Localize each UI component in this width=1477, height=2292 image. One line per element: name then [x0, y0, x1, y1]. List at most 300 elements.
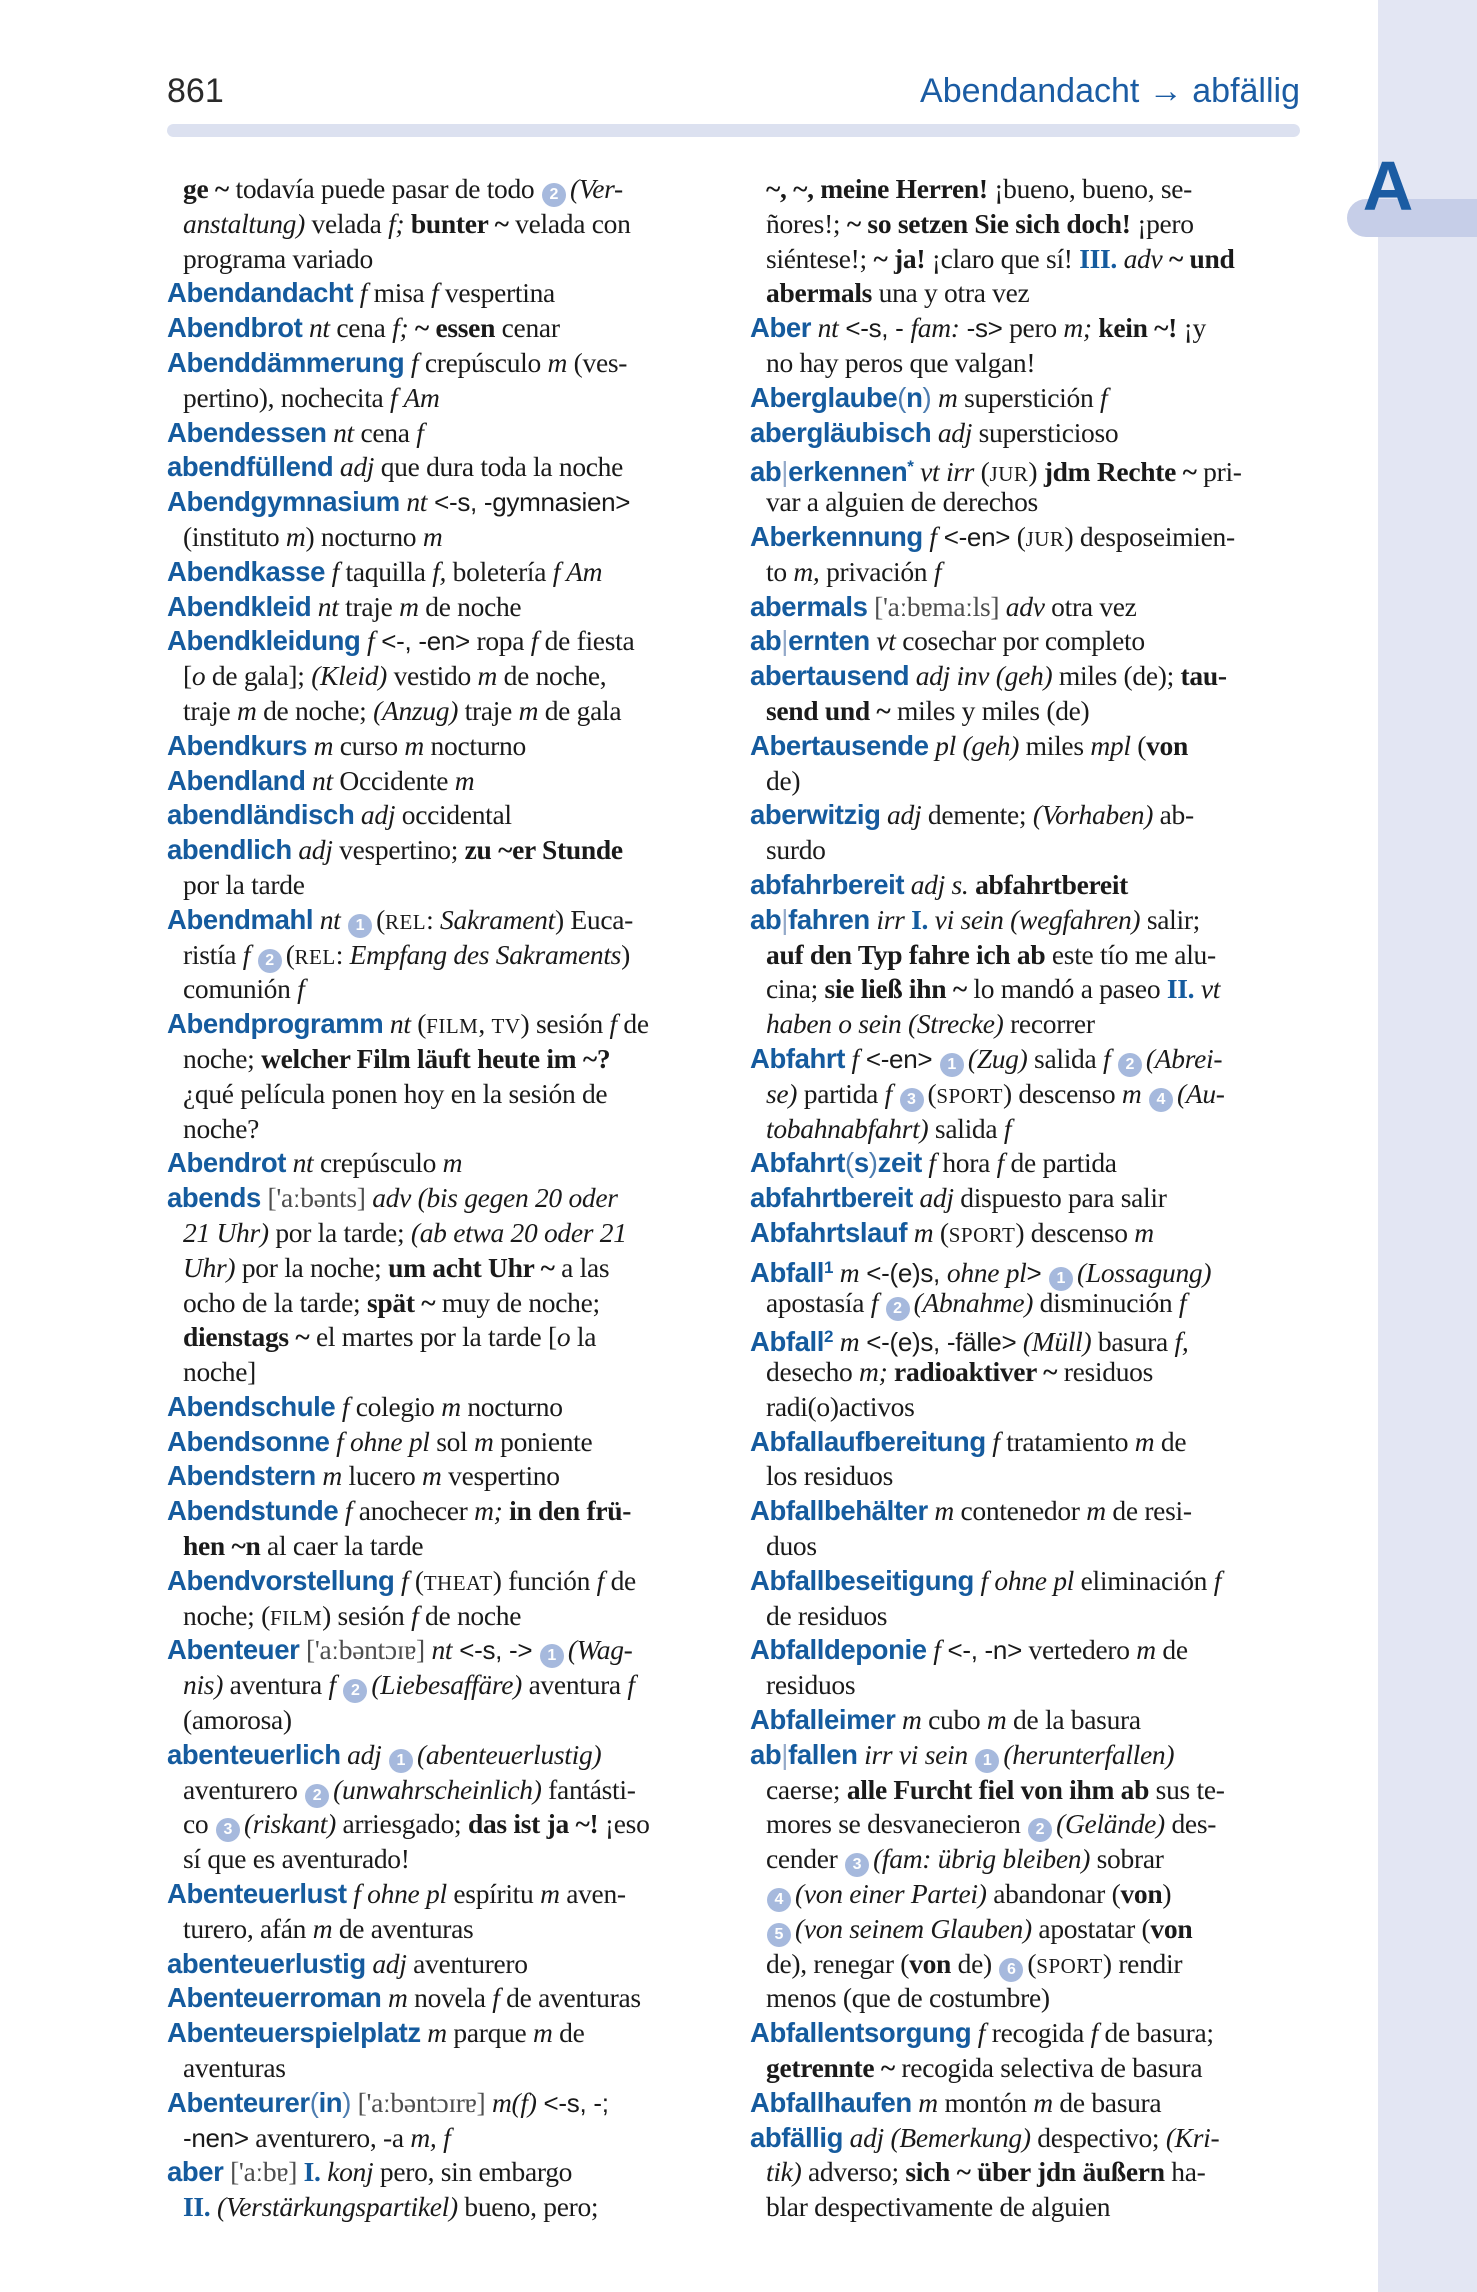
entry-line: [167, 2190, 712, 2225]
translation-text: aventurero: [406, 1947, 528, 1979]
entry-line: [167, 1877, 712, 1912]
translation-text: miles y miles (de): [890, 694, 1090, 726]
headword: Abfahrt: [750, 1147, 845, 1179]
example-phrase: welcher Film läuft heute im ~?: [261, 1042, 611, 1074]
entry-line: [750, 2121, 1302, 2156]
example-phrase: von: [1146, 729, 1189, 761]
translation-text: (: [927, 1077, 937, 1109]
translation-text: (: [1027, 1947, 1037, 1979]
translation-text: vestido: [387, 660, 478, 692]
translation-text: ): [1028, 456, 1044, 488]
inflection-info: <-(e)s, -fälle>: [859, 1327, 1017, 1358]
domain-label: REL: [384, 909, 427, 934]
example-phrase: jdm Rechte ~: [1043, 456, 1197, 488]
headword: Abfallbehälter: [750, 1495, 928, 1527]
entry-line: [167, 1390, 712, 1425]
entry-line: [750, 1251, 1302, 1286]
headword-range: Abendandacht → abfällig: [920, 72, 1300, 110]
grammar-label: nt: [313, 903, 348, 935]
translation-text: Occidente: [332, 764, 455, 796]
translation-text: (: [376, 903, 385, 935]
translation-text: (ves-: [567, 346, 628, 378]
headword: abfahrtbereit: [750, 1182, 913, 1214]
entry-line: [750, 1077, 1302, 1112]
entry-line: [167, 2051, 712, 2086]
translation-text: ) desposeimien-: [1064, 520, 1235, 552]
entry-line: [750, 1007, 1302, 1042]
translation-text: [932, 1043, 939, 1074]
domain-label: FILM: [269, 1605, 323, 1630]
headword: abergläubisch: [750, 416, 932, 448]
headword: Abendprogramm: [167, 1008, 384, 1040]
grammar-label: pl: [928, 729, 963, 761]
headword: aberwitzig: [750, 799, 881, 831]
sense-number: 1: [1049, 1267, 1073, 1291]
headword: Aberkennung: [750, 520, 923, 552]
sense-number: 2: [343, 1679, 367, 1703]
grammar-label: m: [404, 729, 424, 761]
inflection-info: <-en>: [936, 521, 1011, 552]
headword: Abendstunde: [167, 1495, 339, 1527]
translation-text: [532, 1634, 539, 1665]
entry-line: [167, 624, 712, 659]
separable-prefix-divider: |: [781, 456, 789, 488]
translation-text: comunión: [183, 973, 298, 1005]
translation-text: sobrar: [1090, 1843, 1164, 1875]
translation-text: ¿qué película ponen hoy en la sesión de: [183, 1077, 608, 1109]
grammar-label: vt: [869, 625, 896, 657]
entry-line: [167, 485, 712, 520]
entry-line: [750, 2086, 1302, 2121]
translation-text: anochecer: [352, 1495, 475, 1527]
headword: Abenteuerspielplatz: [167, 2017, 421, 2049]
sense-number: 6: [999, 1958, 1023, 1982]
entry-line: [167, 1633, 712, 1668]
translation-text: que dura toda la noche: [374, 451, 624, 483]
sense-gloss: nis): [183, 1669, 224, 1701]
headword: Aberglaube: [750, 381, 898, 413]
grammar-label: m: [442, 1147, 463, 1179]
translation-text: to: [766, 555, 794, 587]
entry-line: [167, 2016, 712, 2051]
headword: Abendstern: [167, 1460, 316, 1492]
translation-text: ¡y: [1177, 312, 1206, 344]
headword: ab: [750, 1738, 782, 1770]
translation-text: recogida: [985, 2017, 1091, 2049]
entry-line: [750, 555, 1302, 590]
translation-text: menos (que de costumbre): [766, 1982, 1050, 2014]
grammar-label: m(f): [485, 2086, 537, 2118]
translation-text: ¡bueno, bueno, se-: [987, 173, 1193, 204]
entry-line: [750, 381, 1302, 416]
grammar-label: f: [870, 1286, 885, 1318]
headword: Abfalldeponie: [750, 1634, 927, 1666]
entry-line: [750, 520, 1302, 555]
entry-line: [167, 1912, 712, 1947]
sense-gloss: Uhr): [183, 1251, 236, 1283]
inflection-info: <-(e)s,: [859, 1257, 947, 1288]
dictionary-column-right: [750, 172, 1302, 2225]
entry-line: [167, 764, 712, 799]
translation-text: pero: [1002, 312, 1064, 344]
headword: Abfalleimer: [750, 1704, 896, 1736]
grammar-label: adj inv: [909, 660, 996, 692]
translation-text: arriesgado;: [335, 1808, 468, 1840]
headword-paren: ): [342, 2086, 352, 2118]
translation-text: de: [1155, 1634, 1188, 1666]
grammar-label: m: [312, 1912, 333, 1944]
grammar-label: nt: [311, 590, 339, 622]
translation-text: ): [1162, 1878, 1172, 1910]
entry-line: [167, 2121, 712, 2156]
entry-line: [750, 764, 1302, 799]
entry-line: [167, 1216, 712, 1251]
grammar-label: f: [416, 416, 424, 448]
sense-gloss: tik): [766, 2156, 802, 2188]
translation-text: aven-: [559, 1878, 626, 1910]
translation-text: lucero: [341, 1460, 422, 1492]
translation-text: traje: [183, 694, 237, 726]
headword: Abendland: [167, 764, 306, 796]
sense-gloss: (ab etwa 20 oder 21: [410, 1216, 627, 1248]
grammar-label: f: [431, 277, 439, 309]
translation-text: blar despectivamente de alguien: [766, 2191, 1111, 2223]
entry-line: [167, 1146, 712, 1181]
grammar-label: adj: [912, 1182, 954, 1214]
headword: abermals: [750, 590, 868, 622]
translation-text: aventurero, -a: [248, 2121, 411, 2153]
grammar-label: f: [1003, 1112, 1012, 1144]
translation-text: una y otra vez: [872, 277, 1030, 309]
translation-text: co: [183, 1808, 215, 1840]
translation-text: cena: [329, 312, 393, 344]
grammar-label: f: [933, 555, 942, 587]
headword: s: [853, 1147, 869, 1179]
headword: Abenteuerroman: [167, 1982, 382, 2014]
grammar-label: m: [381, 1982, 408, 2014]
roman-numeral: III.: [1079, 242, 1117, 274]
headword: abendlich: [167, 834, 292, 866]
grammar-label: adj: [880, 799, 922, 831]
separable-prefix-divider: |: [781, 625, 789, 657]
sense-gloss: (unwahrscheinlich): [333, 1773, 542, 1805]
grammar-label: adv: [365, 1182, 418, 1214]
translation-text: de noche,: [497, 660, 607, 692]
translation-text: de): [766, 764, 801, 796]
translation-text: de residuos: [766, 1599, 888, 1631]
example-phrase: ge ~: [183, 173, 229, 204]
sense-gloss: Sakrament: [440, 903, 555, 935]
grammar-label: adj: [291, 834, 333, 866]
translation-text: cenar: [495, 312, 560, 344]
headword: Abenteuerlust: [167, 1878, 347, 1910]
entry-line: [750, 2051, 1302, 2086]
grammar-label: irr vi sein: [857, 1738, 975, 1770]
translation-text: ab-: [1153, 799, 1194, 831]
domain-label: THEAT: [423, 1570, 493, 1595]
entry-line: [750, 1425, 1302, 1460]
inflection-info: -s>: [959, 313, 1003, 344]
translation-text: noche?: [183, 1112, 260, 1144]
entry-line: [167, 938, 712, 973]
entry-line: [750, 1112, 1302, 1147]
translation-text: de partida: [1003, 1147, 1117, 1179]
entry-line: [750, 1807, 1302, 1842]
headword: Abfahrt: [750, 1042, 845, 1074]
translation-text: de fiesta: [538, 625, 635, 657]
grammar-label: m: [540, 1878, 560, 1910]
translation-text: salir;: [1140, 903, 1201, 935]
entry-line: [167, 207, 712, 242]
entry-line: [750, 2155, 1302, 2190]
grammar-label: nt: [424, 1634, 453, 1666]
entry-line: [750, 1773, 1302, 1808]
separable-prefix-divider: |: [781, 1738, 789, 1770]
grammar-label: f: [1100, 381, 1108, 413]
translation-text: de noche;: [256, 694, 374, 726]
sense-gloss: (riskant): [243, 1808, 336, 1840]
roman-numeral: I.: [297, 2156, 321, 2188]
translation-text: cina;: [766, 973, 825, 1005]
headword: Abendsonne: [167, 1425, 330, 1457]
entry-line: [750, 2016, 1302, 2051]
sense-number: 2: [886, 1297, 910, 1321]
translation-text: disminución: [1033, 1286, 1179, 1318]
entry-line: [167, 555, 712, 590]
grammar-label: f: [360, 625, 375, 657]
entry-line: [167, 1355, 712, 1390]
headword: Abfallaufbereitung: [750, 1425, 986, 1457]
translation-text: mores se desvanecieron: [766, 1808, 1028, 1840]
sense-gloss: (Ver-: [569, 173, 623, 204]
grammar-label: m;: [1063, 312, 1092, 344]
translation-text: salida: [928, 1112, 1004, 1144]
sense-gloss: (herunterfallen): [1003, 1738, 1175, 1770]
translation-text: de aventuras: [332, 1912, 474, 1944]
headword: ernten: [788, 625, 870, 657]
translation-text: aventuras: [183, 2052, 286, 2084]
entry-line: [167, 1703, 712, 1738]
translation-text: nocturno: [460, 1390, 563, 1422]
translation-text: occidental: [395, 799, 512, 831]
translation-text: ropa: [469, 625, 531, 657]
entry-line: [750, 590, 1302, 625]
headword-paren: ): [922, 381, 932, 413]
translation-text: ristía: [183, 938, 243, 970]
sense-number: 3: [845, 1853, 869, 1877]
inflection-info: <-, -n>: [940, 1635, 1022, 1666]
entry-line: [167, 1494, 712, 1529]
translation-text: de basura;: [1097, 2017, 1214, 2049]
grammar-label: f: [325, 555, 339, 587]
entry-line: [167, 1599, 712, 1634]
example-phrase: sich ~ über jdn äußern: [905, 2156, 1165, 2188]
entry-line: [750, 1947, 1302, 1982]
grammar-label: f: [926, 1634, 941, 1666]
translation-text: de), renegar (: [766, 1947, 910, 1979]
sense-number: 2: [258, 949, 282, 973]
sense-gloss: (Abnahme): [913, 1286, 1034, 1318]
translation-text: hora: [935, 1147, 997, 1179]
headword: Aber: [750, 312, 812, 344]
grammar-label: f Am: [552, 555, 603, 587]
translation-text: la: [570, 1321, 597, 1353]
translation-text: por la noche;: [235, 1251, 389, 1283]
inflection-info: <-s, -;: [536, 2087, 609, 2118]
headword: zeit: [877, 1147, 922, 1179]
translation-text: surdo: [766, 834, 826, 866]
entry-line: [750, 1703, 1302, 1738]
grammar-label: m: [518, 694, 539, 726]
inflection-info: <-, -en>: [374, 626, 470, 657]
sense-gloss: (bis gegen 20 oder: [417, 1182, 618, 1214]
sense-number: 2: [1118, 1053, 1142, 1077]
headword: fallen: [788, 1738, 858, 1770]
letter-tab-label: A: [1362, 147, 1414, 225]
example-phrase: dienstags ~: [183, 1321, 310, 1353]
sense-gloss: (Verstärkungspartikel): [210, 2191, 458, 2223]
entry-line: [750, 1355, 1302, 1390]
grammar-label: f: [492, 1982, 500, 2014]
separable-prefix-divider: |: [781, 903, 789, 935]
example-phrase: von: [1150, 1912, 1193, 1944]
sense-gloss: (Müll): [1016, 1326, 1092, 1358]
grammar-label: konj: [320, 2156, 374, 2188]
headword: Abendvorstellung: [167, 1564, 395, 1596]
sense-gloss: (Liebesaffäre): [371, 1669, 522, 1701]
inflection-info: <-s, -: [838, 313, 911, 344]
sense-number: 2: [305, 1784, 329, 1808]
example-phrase: in den frü-: [502, 1495, 632, 1527]
sense-number: 5: [767, 1923, 791, 1947]
grammar-label: adj: [333, 451, 375, 483]
grammar-label: f: [844, 1042, 859, 1074]
translation-text: de: [616, 1008, 649, 1040]
translation-text: [892, 1078, 899, 1109]
headword: Abendgymnasium: [167, 486, 400, 518]
example-phrase: auf den Typ fahre ich ab: [766, 938, 1046, 970]
example-phrase: ~, ~, meine Herren!: [766, 173, 988, 204]
entry-line: [167, 172, 712, 207]
entry-line: [750, 346, 1302, 381]
headword: Abendessen: [167, 416, 327, 448]
headword: Abendmahl: [167, 903, 314, 935]
entry-line: [167, 729, 712, 764]
grammar-label: f: [338, 1495, 353, 1527]
grammar-label: f,: [1174, 1326, 1189, 1358]
headword: erkennen: [788, 456, 908, 488]
translation-text: (: [410, 1008, 427, 1040]
domain-label: SPORT: [1036, 1953, 1103, 1978]
example-phrase: ~ ja!: [873, 242, 926, 274]
translation-text: de: [552, 2017, 585, 2049]
translation-text: ocho de la tarde;: [183, 1286, 367, 1318]
sense-gloss: 21 Uhr): [183, 1216, 269, 1248]
translation-text: recorrer: [1003, 1008, 1095, 1040]
entry-line: [750, 1564, 1302, 1599]
translation-text: basura: [1091, 1326, 1175, 1358]
entry-line: [750, 1390, 1302, 1425]
grammar-label: f: [609, 1008, 617, 1040]
translation-text: otra vez: [1044, 590, 1137, 622]
grammar-label: m: [986, 1704, 1007, 1736]
entry-line: [167, 1251, 712, 1286]
headword: Abendkasse: [167, 555, 326, 587]
grammar-label: f: [242, 938, 257, 970]
headword: Abendkurs: [167, 729, 308, 761]
headword: Abenteurer: [167, 2086, 310, 2118]
grammar-label: irr: [869, 903, 905, 935]
entry-line: [167, 1459, 712, 1494]
translation-text: aventura: [522, 1669, 628, 1701]
sense-number: 3: [900, 1088, 924, 1112]
grammar-label: m: [307, 729, 334, 761]
example-phrase: um acht Uhr ~: [388, 1251, 555, 1283]
translation-text: adverso;: [801, 2156, 906, 2188]
translation-text: residuos: [1057, 1356, 1154, 1388]
grammar-label: f: [404, 346, 419, 378]
entry-line: [750, 207, 1302, 242]
translation-text: programa variado: [183, 242, 373, 274]
grammar-label: m: [907, 1216, 934, 1248]
grammar-label: f Am: [390, 381, 440, 413]
translation-text: de: [1154, 1425, 1187, 1457]
grammar-label: m: [474, 1425, 494, 1457]
translation-text: [1141, 1078, 1148, 1109]
entry-line: [167, 868, 712, 903]
translation-text: ñores!;: [766, 207, 847, 239]
grammar-label: m: [477, 660, 498, 692]
sense-number: 3: [216, 1818, 240, 1842]
grammar-label: nt: [811, 312, 839, 344]
translation-text: colegio: [349, 1390, 442, 1422]
translation-text: ): [621, 938, 630, 970]
translation-text: de): [951, 1947, 999, 1979]
entry-line: [167, 1425, 712, 1460]
grammar-label: f ohne pl: [346, 1878, 447, 1910]
sense-gloss: (Au-: [1177, 1077, 1225, 1109]
translation-text: supersticioso: [972, 416, 1119, 448]
entry-line: [750, 1877, 1302, 1912]
example-phrase: von: [909, 1947, 952, 1979]
translation-text: velada: [304, 207, 389, 239]
grammar-label: f: [921, 1147, 936, 1179]
domain-label: JUR: [989, 462, 1029, 487]
sense-number: 4: [767, 1888, 791, 1912]
thumb-index-strip: [1378, 0, 1477, 2292]
sense-number: 1: [540, 1644, 564, 1668]
headword: Abfall: [750, 1256, 824, 1288]
entry-line: [750, 242, 1302, 277]
entry-line: [167, 1077, 712, 1112]
translation-text: ) descenso: [1015, 1216, 1135, 1248]
grammar-label: f ohne pl: [329, 1425, 430, 1457]
grammar-label: f: [1213, 1564, 1222, 1596]
entry-line: [750, 624, 1302, 659]
entry-line: [167, 1042, 712, 1077]
translation-text: dispuesto para salir: [953, 1182, 1167, 1214]
entry-line: [750, 172, 1302, 207]
entry-line: [167, 833, 712, 868]
translation-text: ¡claro que sí!: [925, 242, 1080, 274]
grammar-label: m,: [793, 555, 820, 587]
sense-number: 1: [348, 914, 372, 938]
headword: Abenddämmerung: [167, 346, 405, 378]
translation-text: aventurero: [183, 1773, 305, 1805]
entry-line: [167, 520, 712, 555]
translation-text: pertino), nochecita: [183, 381, 391, 413]
grammar-label: m: [285, 520, 306, 552]
